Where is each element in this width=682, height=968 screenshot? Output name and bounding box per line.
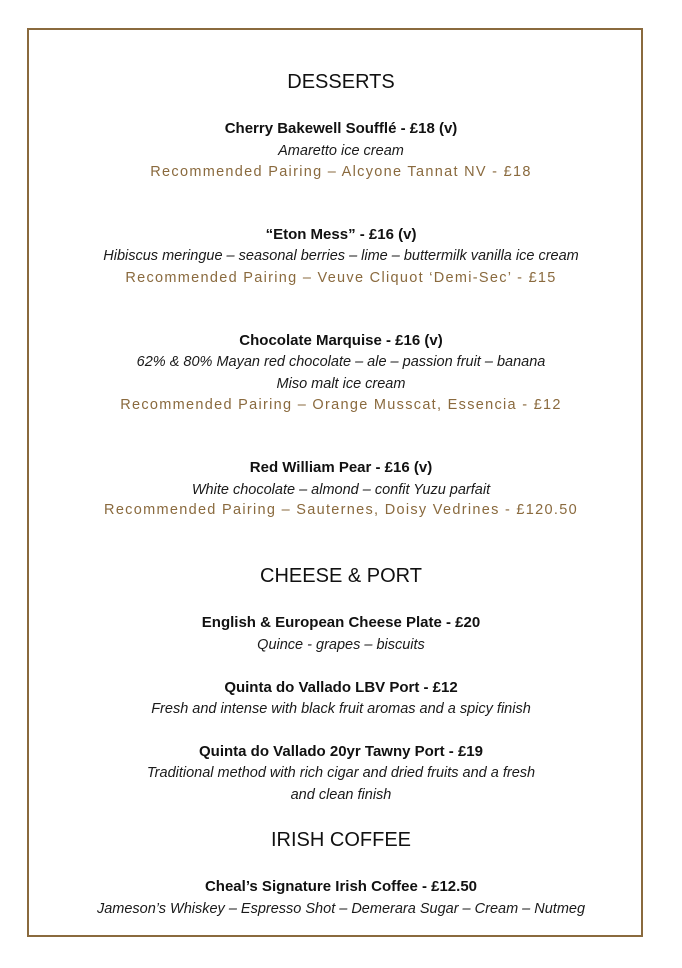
menu-item-name: “Eton Mess” - £16 (v): [265, 226, 417, 243]
menu-item-description: and clean finish: [290, 787, 392, 803]
menu-item-name: English & European Cheese Plate - £20: [201, 614, 481, 631]
menu-item-description: 62% & 80% Mayan red chocolate – ale – passion fruit – banana: [136, 354, 546, 370]
menu-item-description: Quince - grapes – biscuits: [257, 637, 425, 653]
section-title-cheese-port: CHEESE & PORT: [260, 565, 422, 587]
menu-item-description: Traditional method with rich cigar and dried fruits and a fresh: [146, 765, 536, 781]
menu-item-description: Jameson’s Whiskey – Espresso Shot – Demerara Sugar – Cream – Nutmeg: [96, 901, 586, 917]
menu-item-name: Red William Pear - £16 (v): [249, 459, 433, 476]
menu-item-name: Cheal’s Signature Irish Coffee - £12.50: [204, 878, 478, 895]
section-title-desserts: DESSERTS: [287, 71, 395, 93]
menu-item-description: White chocolate – almond – confit Yuzu parfait: [191, 482, 491, 498]
menu-item-pairing: Recommended Pairing – Alcyone Tannat NV - £18: [150, 164, 532, 180]
menu-item-pairing: Recommended Pairing – Orange Musscat, Essencia - £12: [120, 397, 562, 413]
menu-item-name: Quinta do Vallado LBV Port - £12: [224, 679, 458, 696]
menu-item-description: Amaretto ice cream: [278, 143, 404, 159]
section-title-irish-coffee: IRISH COFFEE: [270, 829, 411, 851]
menu-item-description: Hibiscus meringue – seasonal berries – lime – buttermilk vanilla ice cream: [103, 248, 579, 264]
menu-item-pairing: Recommended Pairing – Veuve Cliquot ‘Demi-Sec’ - £15: [125, 270, 557, 286]
menu-item-description: Miso malt ice cream: [276, 376, 406, 392]
menu-item-name: Quinta do Vallado 20yr Tawny Port - £19: [199, 743, 483, 760]
menu-item-pairing: Recommended Pairing – Sauternes, Doisy Vedrines - £120.50: [104, 502, 578, 518]
menu-item-name: Cherry Bakewell Soufflé - £18 (v): [224, 120, 458, 137]
menu-item-name: Chocolate Marquise - £16 (v): [239, 332, 443, 349]
menu-item-description: Fresh and intense with black fruit aromas and a spicy finish: [151, 701, 531, 717]
